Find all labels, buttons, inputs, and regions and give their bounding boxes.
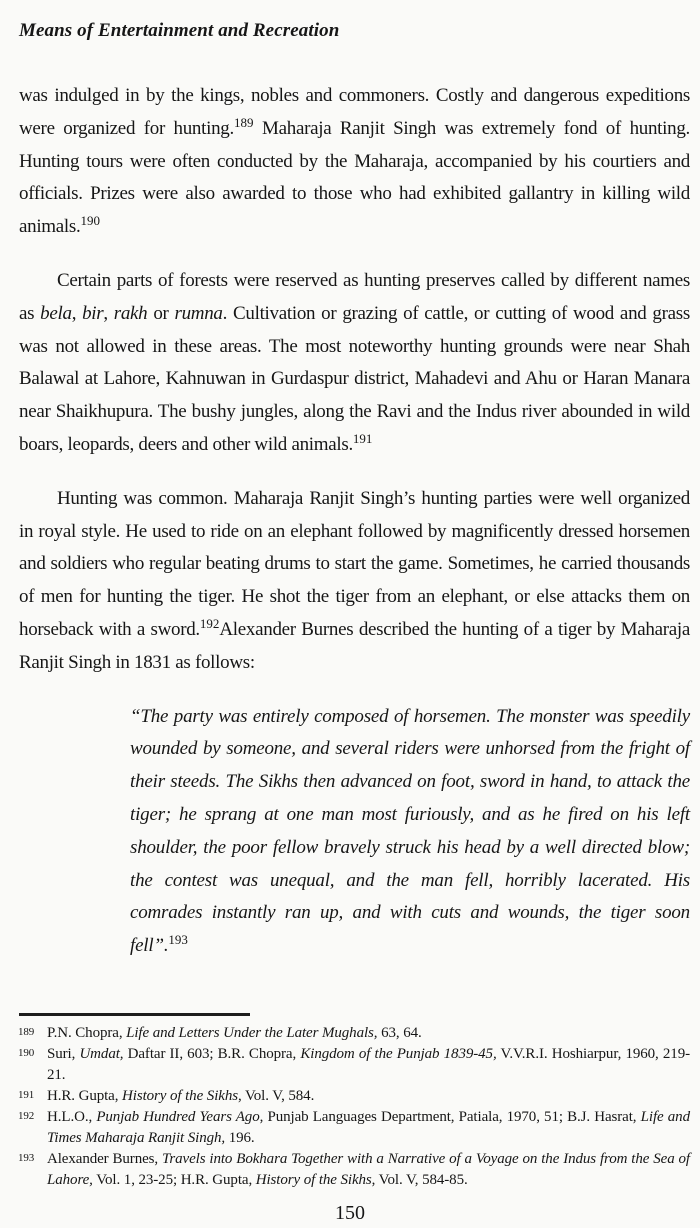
text-run: History of the Sikhs: [255, 1172, 372, 1188]
footnote-text: [47, 1046, 690, 1083]
footnote-reference: 191: [352, 430, 373, 446]
footnote-number: 193: [18, 1152, 35, 1164]
footnotes-section: [19, 1013, 690, 1191]
footnote-item: [19, 1107, 690, 1149]
text-run: Kingdom of the Punjab 1839-45,: [300, 1046, 497, 1062]
footnote-text: [47, 1025, 422, 1041]
footnote-reference: 189: [233, 114, 254, 130]
text-run: Suri,: [47, 1046, 80, 1062]
text-run: 63, 64.: [377, 1025, 422, 1041]
running-header: Means of Entertainment and Recreation: [19, 20, 340, 41]
text-run: H.R. Gupta,: [47, 1088, 123, 1104]
text-run: Umdat,: [79, 1046, 124, 1062]
text-run: , Punjab Languages Department, Patiala, 1970, 51; B.J. Hasrat,: [259, 1109, 641, 1125]
text-run: Life and Letters Under the Later Mughals,: [126, 1025, 378, 1041]
footnote-text: [47, 1151, 690, 1188]
page-body: [19, 80, 690, 963]
text-run: Alexander Burnes,: [47, 1151, 162, 1167]
footnote-item: [19, 1044, 690, 1086]
text-run: Alexander Burnes described the hunting of a tiger by Maharaja Ranjit Singh in 1831 as follows:: [19, 618, 690, 673]
text-run: P.N. Chopra,: [47, 1025, 127, 1041]
footnote-separator-rule: [19, 1013, 250, 1016]
blockquote: [130, 701, 690, 963]
text-run: Certain parts of forests were reserved as hunting preserves called by different names as: [19, 269, 690, 324]
text-run: 196.: [225, 1130, 255, 1146]
footnote-text: [47, 1109, 690, 1146]
text-run: Maharaja Ranjit Singh was extremely fond of hunting. Hunting tours were often conducted by the Maharaja, accompanied by his courtiers and officials. Prizes were also awarded to those who had exhibited gallantry in killing wild animals.: [19, 117, 690, 238]
footnote-list: [19, 1023, 690, 1191]
text-run: , Vol. V, 584.: [237, 1088, 315, 1104]
text-run: V.V.R.I. Hoshiarpur, 1960, 219-21.: [47, 1046, 690, 1083]
text-run: Punjab Hundred Years Ago: [96, 1109, 260, 1125]
text-run: Travels into Bokhara Together with a Narrative of a Voyage on the Indus from the Sea of Lahore,: [47, 1151, 690, 1188]
footnote-number: 189: [18, 1026, 35, 1038]
text-run: rumna: [174, 302, 223, 324]
body-paragraph: [19, 483, 690, 680]
footnote-number: 191: [18, 1089, 35, 1101]
footnote-reference: 190: [80, 213, 100, 229]
text-run: , Vol. V, 584-85.: [371, 1172, 468, 1188]
body-paragraph: [19, 265, 690, 462]
footnote-number: 192: [18, 1110, 35, 1122]
text-run: Hunting was common. Maharaja Ranjit Singh’s hunting parties were well organized in royal style. He used to ride on an elephant followed by magnificently dressed horsemen and soldiers who regular beating drums to start the game. Sometimes, he carried thousands of men for hunting the tiger. He shot the tiger from an elephant, or else attacks them on horseback with a sword.: [19, 487, 690, 640]
text-run: H.L.O.,: [47, 1109, 97, 1125]
footnote-item: [19, 1086, 690, 1107]
text-run: Vol. 1, 23-25; H.R. Gupta,: [92, 1172, 256, 1188]
text-run: Life and Times Maharaja Ranjit Singh,: [47, 1109, 690, 1146]
text-run: rakh: [113, 302, 148, 324]
text-run: bela: [40, 302, 72, 324]
text-run: ,: [71, 302, 83, 324]
text-run: . Cultivation or grazing of cattle, or cutting of wood and grass was not allowed in these areas. The most noteworthy hunting grounds were near Shah Balawal at Lahore, Kahnuwan in Gurdaspur district, Mahadevi and Ahu or Haran Manara near Shaikhupura. The bushy jungles, along the Ravi and the Indus river abounded in wild boars, leopards, deers and other wild animals.: [19, 302, 690, 455]
text-run: Daftar II, 603; B.R. Chopra,: [123, 1046, 301, 1062]
text-run: was indulged in by the kings, nobles and commoners. Costly and dangerous expeditions were organized for hunting.: [19, 85, 690, 139]
footnote-item: [19, 1149, 690, 1191]
page-number: 150: [335, 1202, 365, 1224]
text-run: ,: [103, 302, 114, 324]
text-run: History of the Sikhs: [122, 1088, 238, 1104]
text-run: bir: [82, 302, 104, 324]
footnote-reference: 192: [199, 615, 220, 631]
footnote-reference: 193: [168, 932, 188, 948]
footnote-item: [19, 1023, 690, 1044]
footnote-number: 190: [18, 1047, 35, 1059]
footnote-text: [47, 1088, 314, 1104]
text-run: or: [147, 302, 175, 324]
text-run: “The party was entirely composed of horsemen. The monster was speedily wounded by someone, and several riders were unhorsed from the fright of their steeds. The Sikhs then advanced on foot, sword in hand, to attack the tiger; he sprang at one man most furiously, and as he fired on his left shoulder, the poor fellow bravely struck his head by a well directed blow; the contest was unequal, and the man fell, horribly lacerated. His comrades instantly ran up, and with cuts and wounds, the tiger soon fell”.: [130, 705, 690, 957]
body-paragraph: [19, 80, 690, 244]
